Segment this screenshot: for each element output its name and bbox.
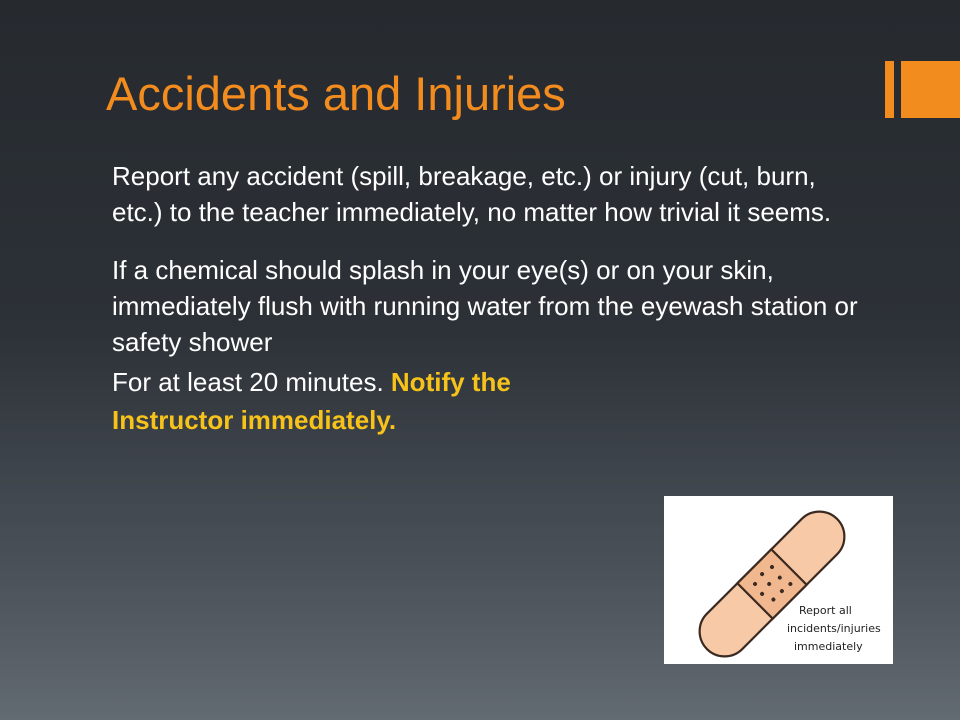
paragraph-chemical-splash: If a chemical should splash in your eye(s) or on your skin, immediately flush with running water from the eyewash station or safety shower: [112, 255, 858, 357]
caption-line-1: Report all: [799, 604, 852, 617]
duration-text: For at least 20 minutes.: [112, 367, 391, 397]
caption-line-2: incidents/injuries: [787, 622, 881, 635]
accent-bar-thick: [901, 61, 960, 118]
bandage-icon: [664, 496, 893, 664]
caption-line-3: immediately: [794, 640, 863, 653]
notify-emphasis: Notify the: [390, 367, 511, 397]
accent-bar-thin: [885, 61, 894, 118]
paragraph-report-accident: Report any accident (spill, breakage, etc.) or injury (cut, burn, etc.) to the teacher immediately, no matter how trivial it seems.: [112, 161, 832, 227]
slide-title: Accidents and Injuries: [106, 67, 566, 120]
slide-body: [112, 158, 872, 438]
bandage-picture: [664, 496, 893, 664]
paragraph-duration: [112, 364, 872, 400]
instructor-emphasis: Instructor immediately.: [112, 405, 397, 435]
